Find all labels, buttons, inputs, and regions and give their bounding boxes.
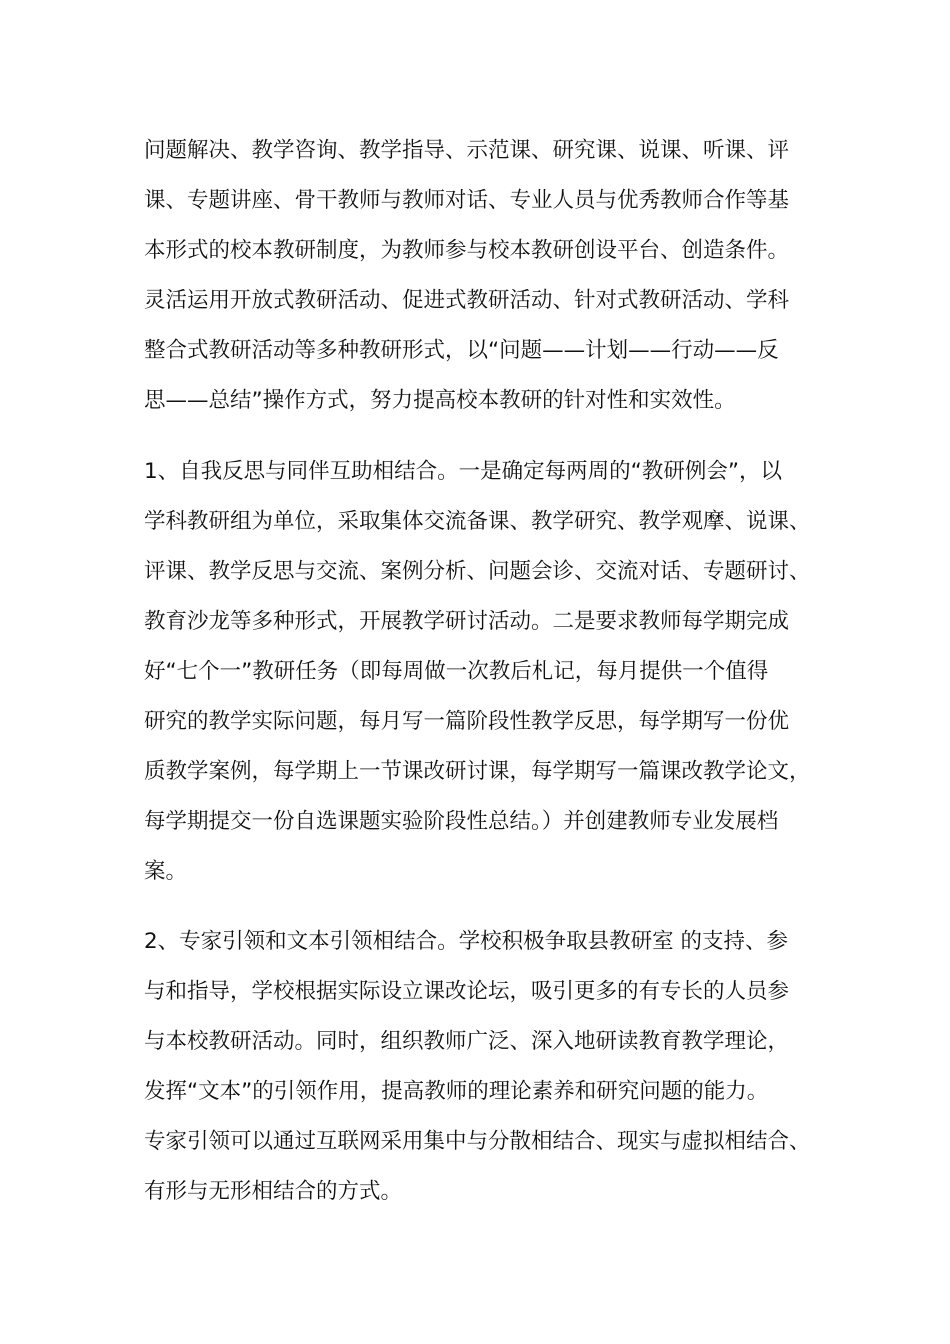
text-line: 有形与无形相结合的方式。 [144,1179,403,1204]
text-line: 发挥“文本”的引领作用，提高教师的理论素养和研究问题的能力。 [144,1079,769,1104]
text-line: 学科教研组为单位，采取集体交流备课、教学研究、教学观摩、说课、 [144,509,811,534]
text-line: 2、专家引领和文本引领相结合。学校积极争取县教研室 的支持、参 [144,929,789,954]
text-line: 与本校教研活动。同时，组织教师广泛、深入地研读教育教学理论， [144,1029,790,1054]
text-line: 好“七个一”教研任务（即每周做一次教后札记，每月提供一个值得 [144,659,769,684]
text-line: 质教学案例，每学期上一节课改研讨课，每学期写一篇课改教学论文， [144,759,811,784]
paragraph-school-research-system [144,126,824,426]
text-line: 问题解决、教学咨询、教学指导、示范课、研究课、说课、听课、评 [144,138,790,163]
paragraph-expert-guidance [144,917,824,1217]
text-line: 教育沙龙等多种形式，开展教学研讨活动。二是要求教师每学期完成 [144,609,790,634]
text-line: 1、自我反思与同伴互助相结合。一是确定每两周的“教研例会”，以 [144,459,782,484]
text-line: 专家引领可以通过互联网采用集中与分散相结合、现实与虚拟相结合、 [144,1129,811,1154]
text-line: 课、专题讲座、骨干教师与教师对话、专业人员与优秀教师合作等基 [144,188,790,213]
text-line: 每学期提交一份自选课题实验阶段性总结。）并创建教师专业发展档 [144,809,779,834]
text-line: 整合式教研活动等多种教研形式，以“问题——计划——行动——反 [144,338,779,363]
text-line: 评课、教学反思与交流、案例分析、问题会诊、交流对话、专题研讨、 [144,559,811,584]
text-line: 与和指导，学校根据实际设立课改论坛，吸引更多的有专长的人员参 [144,979,790,1004]
paragraph-self-reflection [144,447,824,897]
text-line: 灵活运用开放式教研活动、促进式教研活动、针对式教研活动、学科 [144,288,790,313]
text-line: 案。 [144,859,188,884]
text-line: 本形式的校本教研制度，为教师参与校本教研创设平台、创造条件。 [144,238,790,263]
text-line: 思——总结”操作方式，努力提高校本教研的针对性和实效性。 [144,388,736,413]
text-line: 研究的教学实际问题，每月写一篇阶段性教学反思，每学期写一份优 [144,709,790,734]
